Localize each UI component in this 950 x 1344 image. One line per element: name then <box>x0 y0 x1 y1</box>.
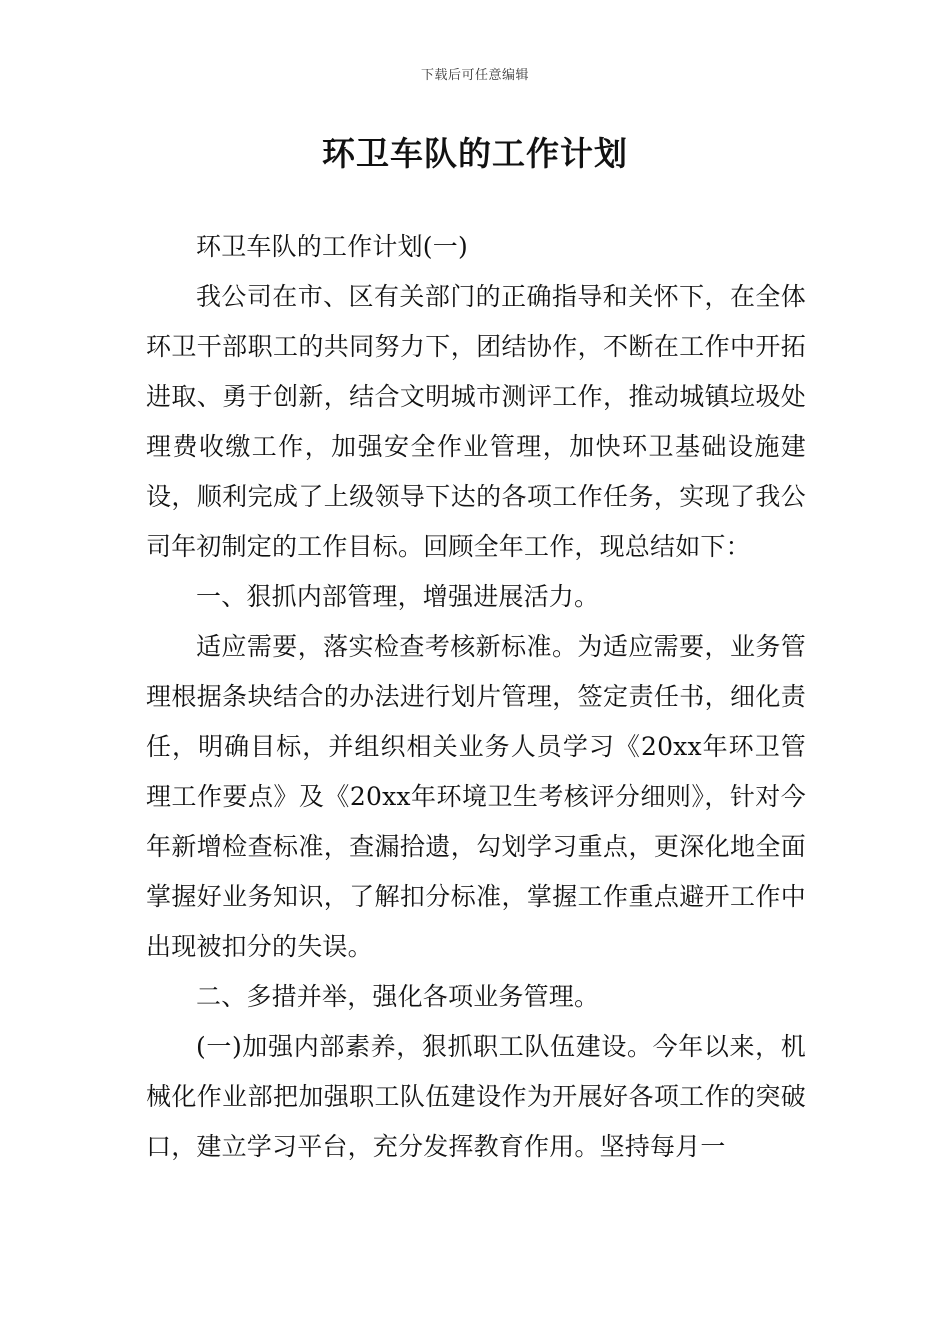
paragraph-subtitle: 环卫车队的工作计划(一) <box>196 232 468 261</box>
section-heading-1: 一、狠抓内部管理，增强进展活力。 <box>196 582 600 611</box>
header-note: 下载后可任意编辑 <box>420 68 529 83</box>
paragraph-section-1: 适应需要，落实检查考核新标准。为适应需要，业务管理根据条块结合的办法进行划片管理，签定责任书，细化责任，明确目标，并组织相关业务人员学习《20xx年环卫管理工作要点》及《20xx年环境卫生考核评分细则》，针对今年新增检查标准，查漏拾遗，勾划学习重点，更深化地全面掌握好业务知识，了解扣分标准，掌握工作重点避开工作中出现被扣分的失误。 <box>146 632 806 961</box>
paragraph-intro: 我公司在市、区有关部门的正确指导和关怀下，在全体环卫干部职工的共同努力下，团结协作，不断在工作中开拓进取、勇于创新，结合文明城市测评工作，推动城镇垃圾处理费收缴工作，加强安全作业管理，加快环卫基础设施建设，顺利完成了上级领导下达的各项工作任务，实现了我公司年初制定的工作目标。回顾全年工作，现总结如下： <box>146 282 806 561</box>
document-body <box>146 222 806 1172</box>
document-title: 环卫车队的工作计划 <box>322 134 628 173</box>
paragraph-section-2: (一)加强内部素养，狠抓职工队伍建设。今年以来，机械化作业部把加强职工队伍建设作为开展好各项工作的突破口，建立学习平台，充分发挥教育作用。坚持每月一 <box>146 1032 806 1161</box>
section-heading-2: 二、多措并举，强化各项业务管理。 <box>196 982 600 1011</box>
